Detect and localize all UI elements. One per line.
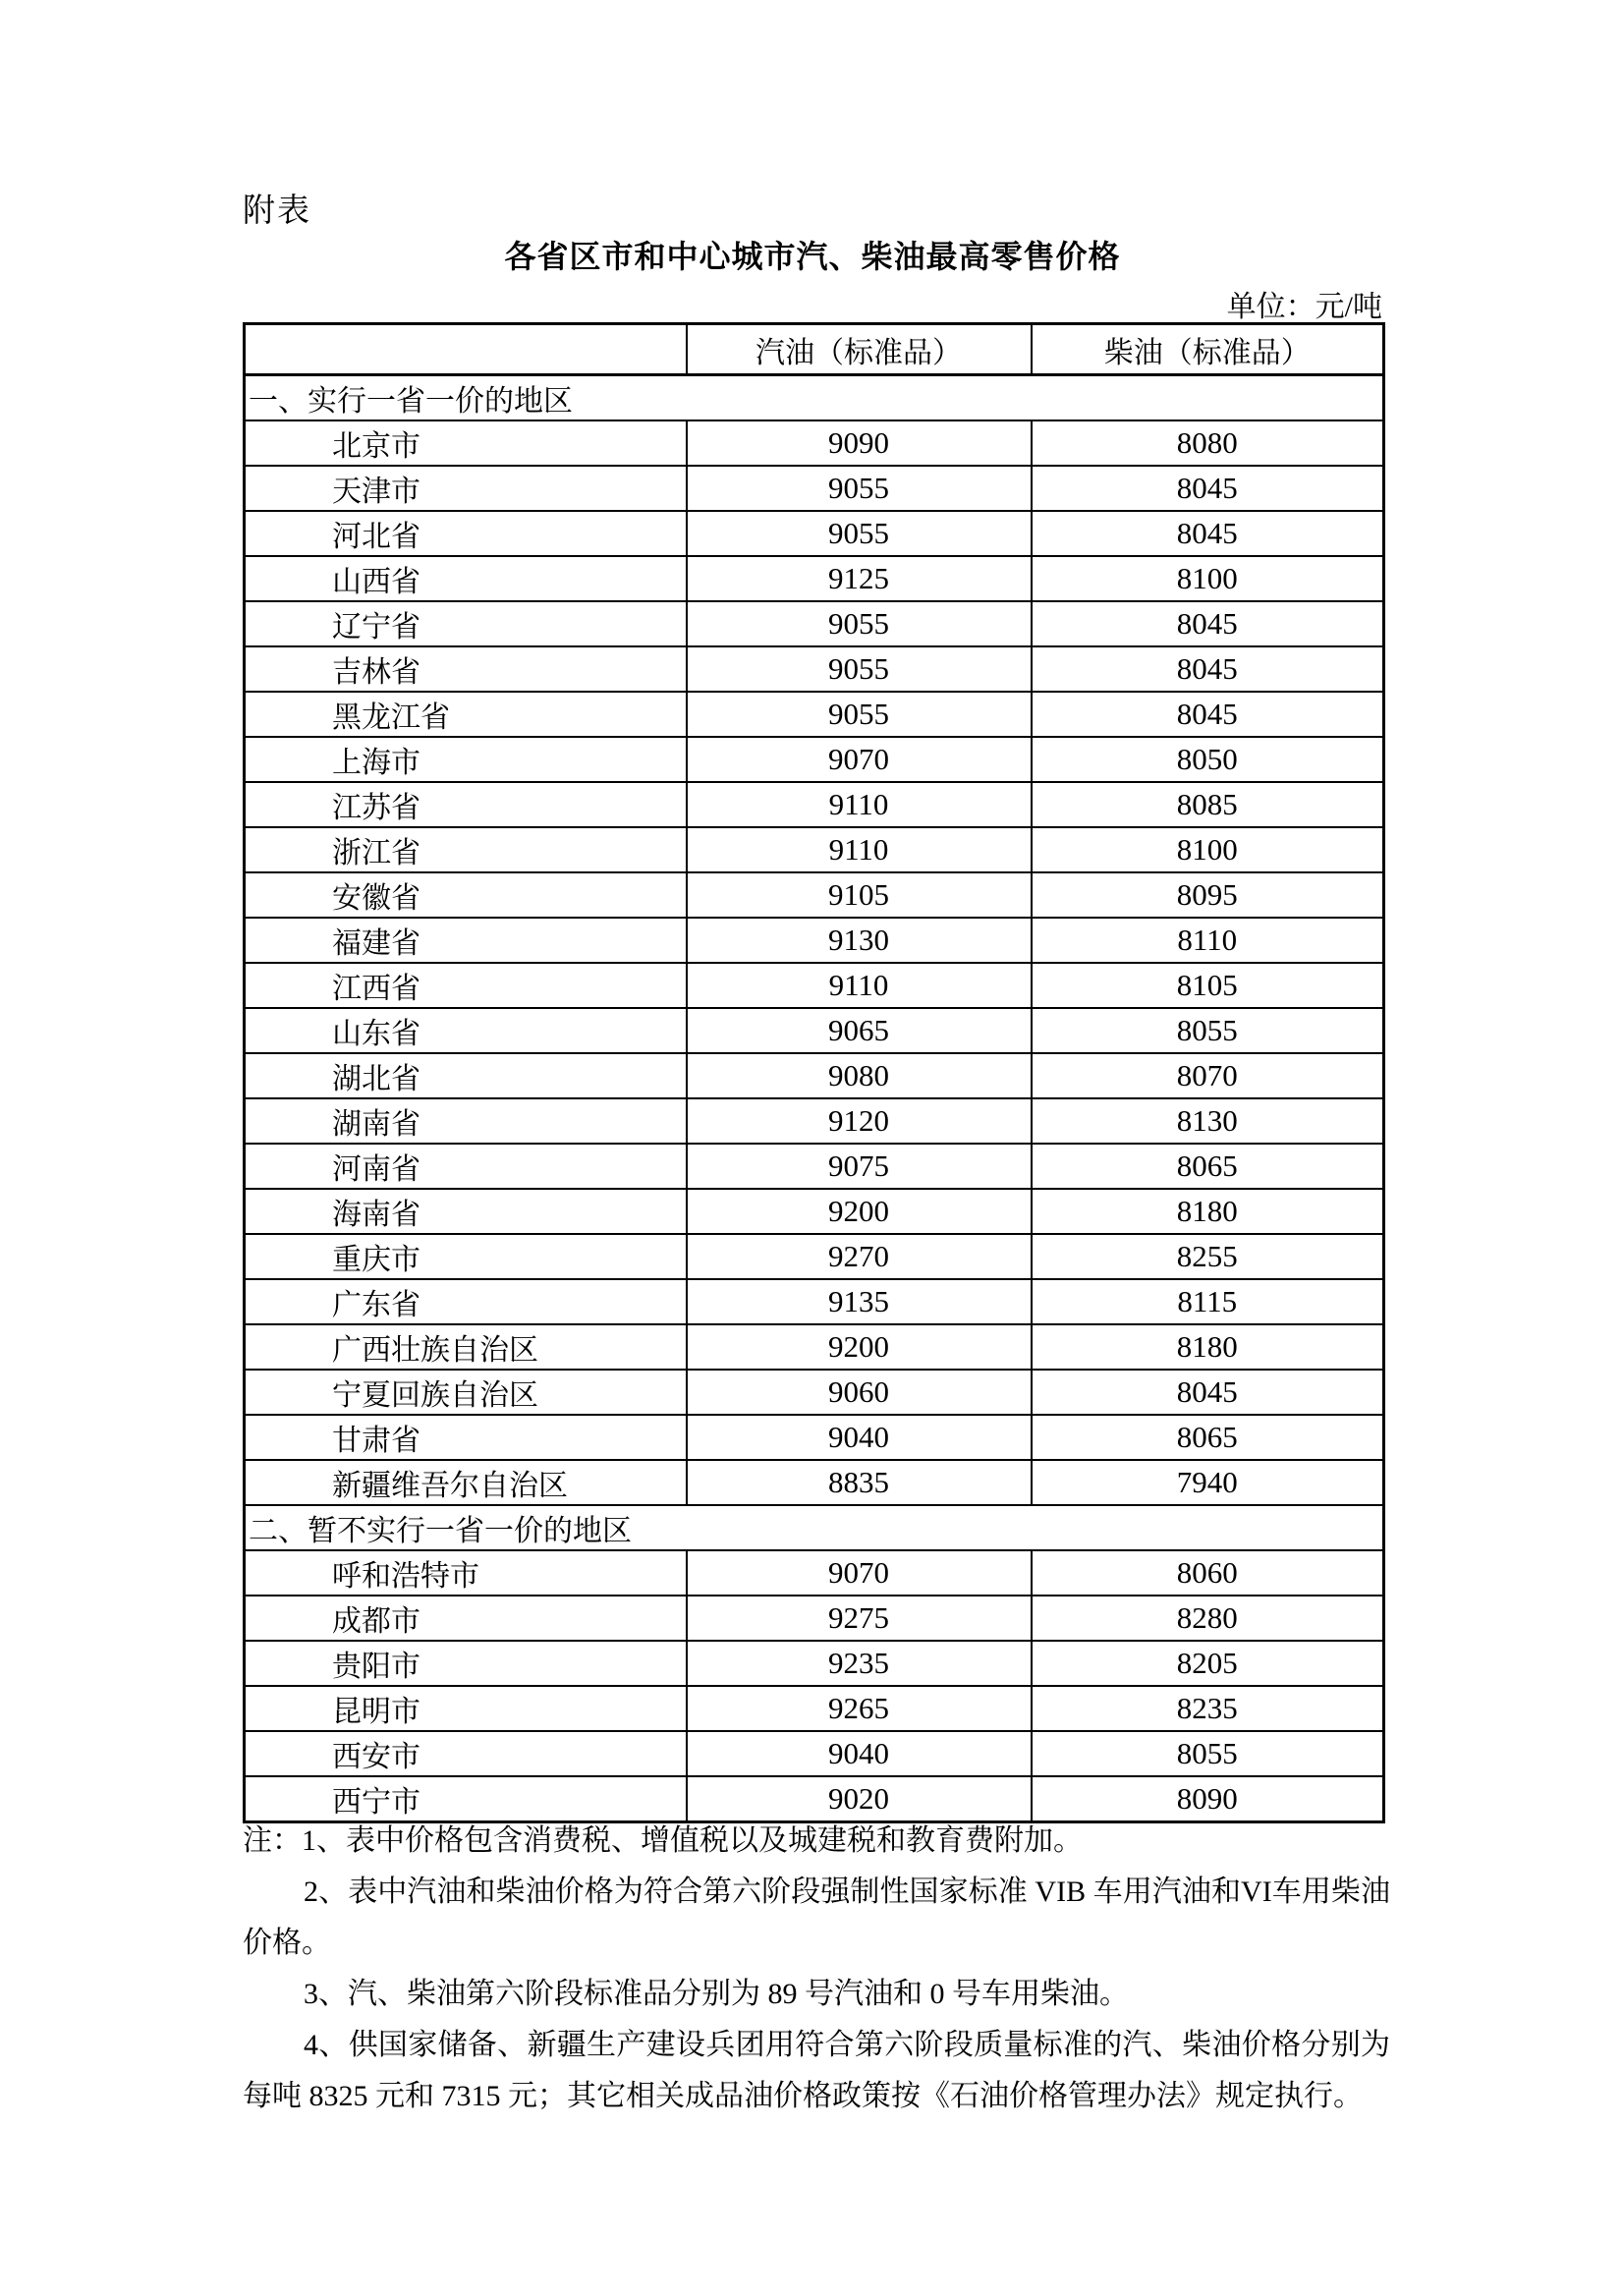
gasoline-price-cell: 9265 <box>687 1686 1032 1731</box>
price-row <box>245 737 1384 782</box>
diesel-price-cell: 8105 <box>1032 963 1384 1008</box>
price-row <box>245 1596 1384 1641</box>
region-cell: 宁夏回族自治区 <box>245 1370 687 1415</box>
price-row <box>245 1731 1384 1776</box>
gasoline-price-cell: 9070 <box>687 737 1032 782</box>
region-cell: 贵阳市 <box>245 1641 687 1686</box>
diesel-price-cell: 8180 <box>1032 1324 1384 1370</box>
price-row <box>245 872 1384 918</box>
region-cell: 西安市 <box>245 1731 687 1776</box>
price-row <box>245 827 1384 872</box>
diesel-price-cell: 8110 <box>1032 918 1384 963</box>
diesel-price-cell: 8065 <box>1032 1415 1384 1460</box>
note-item: 4、供国家储备、新疆生产建设兵团用符合第六阶段质量标准的汽、柴油价格分别为每吨 8325 元和 7315 元；其它相关成品油价格政策按《石油价格管理办法》规定执行。 <box>243 2029 1390 2112</box>
gasoline-price-cell: 9055 <box>687 466 1032 511</box>
region-cell: 新疆维吾尔自治区 <box>245 1460 687 1505</box>
diesel-price-cell: 8045 <box>1032 646 1384 692</box>
diesel-price-cell: 8255 <box>1032 1234 1384 1279</box>
gasoline-price-cell: 9040 <box>687 1731 1032 1776</box>
price-row <box>245 1415 1384 1460</box>
price-row <box>245 466 1384 511</box>
gasoline-price-cell: 9110 <box>687 782 1032 827</box>
price-row <box>245 963 1384 1008</box>
diesel-price-cell: 8090 <box>1032 1776 1384 1822</box>
price-row <box>245 601 1384 646</box>
diesel-price-cell: 8100 <box>1032 827 1384 872</box>
region-cell: 吉林省 <box>245 646 687 692</box>
price-row <box>245 782 1384 827</box>
region-cell: 山西省 <box>245 556 687 601</box>
gasoline-price-cell: 9070 <box>687 1550 1032 1596</box>
diesel-price-cell: 8280 <box>1032 1596 1384 1641</box>
price-row <box>245 1053 1384 1098</box>
gasoline-price-cell: 9020 <box>687 1776 1032 1822</box>
region-cell: 天津市 <box>245 466 687 511</box>
region-cell: 湖南省 <box>245 1098 687 1144</box>
unit-note: 单位：元/吨 <box>1226 291 1382 323</box>
gasoline-price-cell: 8835 <box>687 1460 1032 1505</box>
price-row <box>245 1370 1384 1415</box>
region-cell: 昆明市 <box>245 1686 687 1731</box>
price-table-header <box>245 324 1384 375</box>
price-row <box>245 556 1384 601</box>
gasoline-price-cell: 9055 <box>687 646 1032 692</box>
column-header-row <box>245 324 1384 375</box>
gasoline-price-cell: 9055 <box>687 692 1032 737</box>
price-row <box>245 1324 1384 1370</box>
diesel-price-cell: 8055 <box>1032 1008 1384 1053</box>
region-cell: 江苏省 <box>245 782 687 827</box>
region-cell: 呼和浩特市 <box>245 1550 687 1596</box>
section-header-row <box>245 375 1384 421</box>
page-title: 各省区市和中心城市汽、柴油最高零售价格 <box>504 239 1121 274</box>
gasoline-price-cell: 9105 <box>687 872 1032 918</box>
price-row <box>245 1234 1384 1279</box>
region-cell: 西宁市 <box>245 1776 687 1822</box>
diesel-price-cell: 7940 <box>1032 1460 1384 1505</box>
section-header-row <box>245 1505 1384 1550</box>
gasoline-price-cell: 9110 <box>687 827 1032 872</box>
diesel-price-cell: 8045 <box>1032 511 1384 556</box>
price-row <box>245 1550 1384 1596</box>
diesel-price-cell: 8070 <box>1032 1053 1384 1098</box>
diesel-price-cell: 8115 <box>1032 1279 1384 1324</box>
diesel-price-cell: 8235 <box>1032 1686 1384 1731</box>
region-cell: 湖北省 <box>245 1053 687 1098</box>
gasoline-price-cell: 9090 <box>687 420 1032 466</box>
diesel-price-cell: 8045 <box>1032 601 1384 646</box>
column-header-region <box>245 324 687 375</box>
region-cell: 北京市 <box>245 420 687 466</box>
diesel-price-cell: 8045 <box>1032 466 1384 511</box>
gasoline-price-cell: 9135 <box>687 1279 1032 1324</box>
gasoline-price-cell: 9130 <box>687 918 1032 963</box>
region-cell: 福建省 <box>245 918 687 963</box>
price-row <box>245 692 1384 737</box>
region-cell: 浙江省 <box>245 827 687 872</box>
diesel-price-cell: 8045 <box>1032 692 1384 737</box>
section-header-label: 二、暂不实行一省一价的地区 <box>245 1505 1384 1550</box>
diesel-price-cell: 8055 <box>1032 1731 1384 1776</box>
note-item: 3、汽、柴油第六阶段标准品分别为 89 号汽油和 0 号车用柴油。 <box>304 1978 1129 2010</box>
gasoline-price-cell: 9275 <box>687 1596 1032 1641</box>
gasoline-price-cell: 9080 <box>687 1053 1032 1098</box>
region-cell: 海南省 <box>245 1189 687 1234</box>
diesel-price-cell: 8095 <box>1032 872 1384 918</box>
region-cell: 辽宁省 <box>245 601 687 646</box>
diesel-price-cell: 8065 <box>1032 1144 1384 1189</box>
price-row <box>245 918 1384 963</box>
region-cell: 黑龙江省 <box>245 692 687 737</box>
notes-block <box>243 1816 1390 2122</box>
gasoline-price-cell: 9270 <box>687 1234 1032 1279</box>
gasoline-price-cell: 9075 <box>687 1144 1032 1189</box>
diesel-price-cell: 8060 <box>1032 1550 1384 1596</box>
region-cell: 广西壮族自治区 <box>245 1324 687 1370</box>
price-table <box>243 322 1385 1823</box>
region-cell: 重庆市 <box>245 1234 687 1279</box>
region-cell: 上海市 <box>245 737 687 782</box>
price-row <box>245 1460 1384 1505</box>
region-cell: 江西省 <box>245 963 687 1008</box>
diesel-price-cell: 8205 <box>1032 1641 1384 1686</box>
region-cell: 广东省 <box>245 1279 687 1324</box>
price-row <box>245 1641 1384 1686</box>
diesel-price-cell: 8085 <box>1032 782 1384 827</box>
region-cell: 河南省 <box>245 1144 687 1189</box>
diesel-price-cell: 8100 <box>1032 556 1384 601</box>
price-row <box>245 1279 1384 1324</box>
price-table-body <box>245 375 1384 1822</box>
region-cell: 山东省 <box>245 1008 687 1053</box>
gasoline-price-cell: 9110 <box>687 963 1032 1008</box>
region-cell: 成都市 <box>245 1596 687 1641</box>
gasoline-price-cell: 9065 <box>687 1008 1032 1053</box>
gasoline-price-cell: 9055 <box>687 511 1032 556</box>
gasoline-price-cell: 9040 <box>687 1415 1032 1460</box>
price-row <box>245 1686 1384 1731</box>
diesel-price-cell: 8080 <box>1032 420 1384 466</box>
region-cell: 河北省 <box>245 511 687 556</box>
diesel-price-cell: 8130 <box>1032 1098 1384 1144</box>
price-row <box>245 420 1384 466</box>
region-cell: 甘肃省 <box>245 1415 687 1460</box>
gasoline-price-cell: 9235 <box>687 1641 1032 1686</box>
price-row <box>245 1189 1384 1234</box>
doc-label: 附表 <box>243 194 311 229</box>
gasoline-price-cell: 9125 <box>687 556 1032 601</box>
gasoline-price-cell: 9120 <box>687 1098 1032 1144</box>
price-row <box>245 1008 1384 1053</box>
column-header-diesel: 柴油（标准品） <box>1032 324 1384 375</box>
price-row <box>245 511 1384 556</box>
region-cell: 安徽省 <box>245 872 687 918</box>
column-header-gasoline: 汽油（标准品） <box>687 324 1032 375</box>
diesel-price-cell: 8045 <box>1032 1370 1384 1415</box>
price-row <box>245 1098 1384 1144</box>
gasoline-price-cell: 9055 <box>687 601 1032 646</box>
diesel-price-cell: 8180 <box>1032 1189 1384 1234</box>
gasoline-price-cell: 9200 <box>687 1324 1032 1370</box>
gasoline-price-cell: 9060 <box>687 1370 1032 1415</box>
note-item: 注：1、表中价格包含消费税、增值税以及城建税和教育费附加。 <box>243 1824 1083 1857</box>
section-header-label: 一、实行一省一价的地区 <box>245 375 1384 421</box>
price-row <box>245 646 1384 692</box>
note-item: 2、表中汽油和柴油价格为符合第六阶段强制性国家标准 VIB 车用汽油和VI车用柴油价格。 <box>243 1876 1390 1959</box>
diesel-price-cell: 8050 <box>1032 737 1384 782</box>
price-row <box>245 1144 1384 1189</box>
gasoline-price-cell: 9200 <box>687 1189 1032 1234</box>
